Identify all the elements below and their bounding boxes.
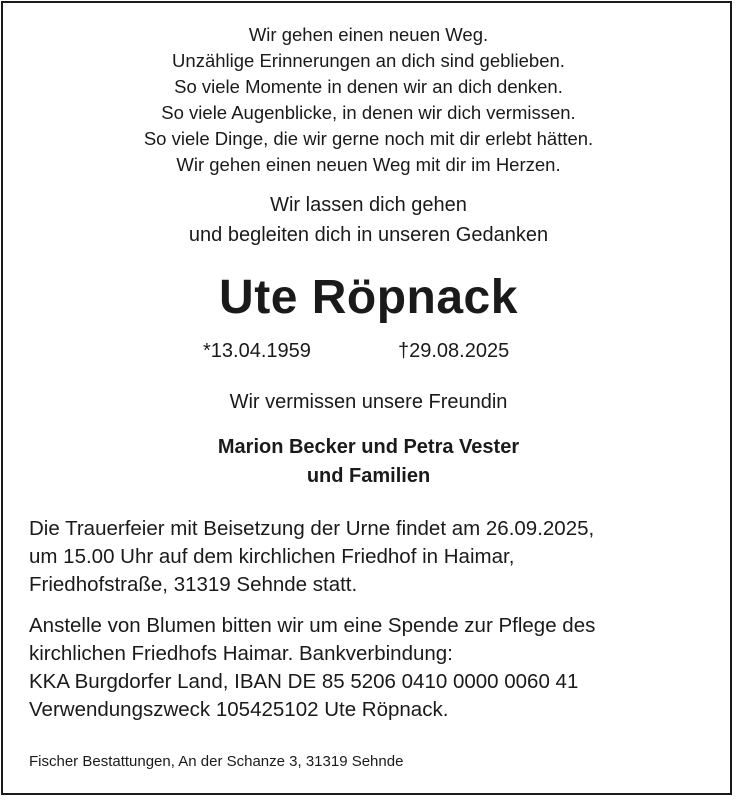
poem-line: Wir gehen einen neuen Weg mit dir im Herzen. — [176, 154, 561, 175]
ceremony-line: Friedhofstraße, 31319 Sehnde statt. — [29, 573, 358, 596]
mourners-line: und Familien — [306, 465, 431, 487]
mourners-line: Marion Becker und Petra Vester — [217, 436, 520, 458]
donation-line: Verwendungszweck 105425102 Ute Röpnack. — [29, 698, 449, 721]
farewell-text — [0, 190, 737, 250]
ceremony-line: um 15.00 Uhr auf dem kirchlichen Friedhof in Haimar, — [29, 545, 515, 568]
poem-line: So viele Momente in denen wir an dich denken. — [174, 76, 563, 97]
funeral-home-footer: Fischer Bestattungen, An der Schanze 3, 31319 Sehnde — [29, 753, 404, 770]
donation-line: KKA Burgdorfer Land, IBAN DE 85 5206 0410 0000 0060 41 — [29, 670, 579, 693]
donation-line: Anstelle von Blumen bitten wir um eine Spende zur Pflege des — [29, 614, 596, 637]
farewell-line: und begleiten dich in unseren Gedanken — [188, 224, 549, 246]
farewell-line: Wir lassen dich gehen — [270, 194, 467, 216]
donation-line: kirchlichen Friedhofs Haimar. Bankverbindung: — [29, 642, 453, 665]
poem-line: Wir gehen einen neuen Weg. — [248, 24, 489, 45]
poem-line: So viele Augenblicke, in denen wir dich vermissen. — [161, 102, 576, 123]
ceremony-line: Die Trauerfeier mit Beisetzung der Urne findet am 26.09.2025, — [29, 517, 595, 540]
mourners — [0, 433, 737, 491]
mourning-message: Wir vermissen unsere Freundin — [229, 391, 508, 413]
ceremony-paragraph — [29, 515, 719, 599]
donation-paragraph — [29, 612, 719, 724]
death-date: †29.08.2025 — [398, 340, 510, 362]
poem-line: Unzählige Erinnerungen an dich sind geblieben. — [172, 50, 565, 71]
deceased-name: Ute Röpnack — [219, 271, 518, 324]
poem — [0, 22, 737, 178]
birth-date: *13.04.1959 — [203, 340, 311, 362]
poem-line: So viele Dinge, die wir gerne noch mit dir erlebt hätten. — [143, 128, 594, 149]
